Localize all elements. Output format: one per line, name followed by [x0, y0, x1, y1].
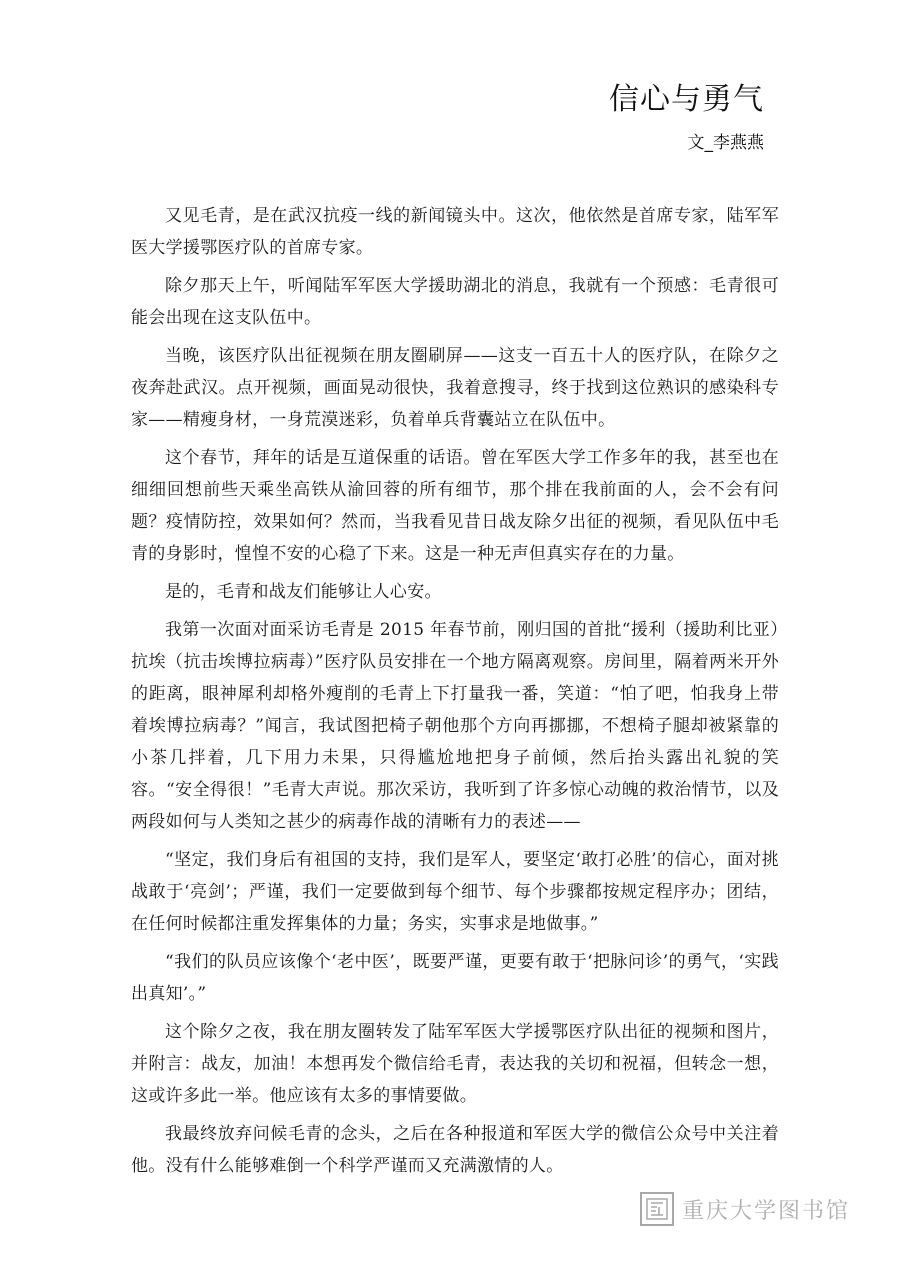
watermark-text: 重庆大学图书馆	[682, 1198, 851, 1224]
paragraph: 当晚，该医疗队出征视频在朋友圈刷屏——这支一百五十人的医疗队，在除夕之夜奔赴武汉。点开视频，画面晃动很快，我着意搜寻，终于找到这位熟识的感染科专家——精瘦身材，一身荒漠迷彩，负着单兵背囊站立在队伍中。	[131, 346, 779, 430]
article-title: 信心与勇气	[609, 82, 764, 117]
library-watermark	[640, 1192, 850, 1226]
paragraph: 我最终放弃问候毛青的念头，之后在各种报道和军医大学的微信公众号中关注着他。没有什么能够难倒一个科学严谨而又充满激情的人。	[131, 1124, 779, 1176]
paragraph: 这个春节，拜年的话是互道保重的话语。曾在军医大学工作多年的我，甚至也在细细回想前些天乘坐高铁从渝回蓉的所有细节，那个排在我前面的人，会不会有问题？疫情防控，效果如何？然而，当我看见昔日战友除夕出征的视频，看见队伍中毛青的身影时，惶惶不安的心稳了下来。这是一种无声但真实存在的力量。	[131, 448, 779, 564]
paragraph: 这个除夕之夜，我在朋友圈转发了陆军军医大学援鄂医疗队出征的视频和图片，并附言：战友，加油！本想再发个微信给毛青，表达我的关切和祝福，但转念一想，这或许多此一举。他应该有太多的事情要做。	[131, 1022, 779, 1106]
paragraph: “坚定，我们身后有祖国的支持，我们是军人，要坚定‘敢打必胜’的信心，面对挑战敢于‘亮剑’；严谨，我们一定要做到每个细节、每个步骤都按规定程序办；团结，在任何时候都注重发挥集体的力量；务实，实事求是地做事。”	[131, 850, 779, 934]
paragraph: “我们的队员应该像个‘老中医’，既要严谨，更要有敢于‘把脉问诊’的勇气，‘实践出真知’。”	[131, 952, 779, 1004]
paragraph: 是的，毛青和战友们能够让人心安。	[165, 582, 442, 602]
article-author: 文_李燕燕	[687, 133, 764, 153]
article-body	[131, 200, 779, 1188]
paragraph: 又见毛青，是在武汉抗疫一线的新闻镜头中。这次，他依然是首席专家，陆军军医大学援鄂医疗队的首席专家。	[131, 206, 779, 258]
library-seal-icon	[640, 1192, 674, 1226]
paragraph: 除夕那天上午，听闻陆军军医大学援助湖北的消息，我就有一个预感：毛青很可能会出现在这支队伍中。	[131, 276, 779, 328]
paragraph: 我第一次面对面采访毛青是 2015 年春节前，刚归国的首批“援利（援助利比亚）抗埃（抗击埃博拉病毒）”医疗队员安排在一个地方隔离观察。房间里，隔着两米开外的距离，眼神犀利却格外瘦削的毛青上下打量我一番，笑道：“怕了吧，怕我身上带着埃博拉病毒？”闻言，我试图把椅子朝他那个方向再挪挪，不想椅子腿却被紧靠的小茶几拌着，几下用力未果，只得尴尬地把身子前倾，然后抬头露出礼貌的笑容。“安全得很！”毛青大声说。那次采访，我听到了许多惊心动魄的救治情节，以及两段如何与人类知之甚少的病毒作战的清晰有力的表述——	[131, 620, 779, 832]
